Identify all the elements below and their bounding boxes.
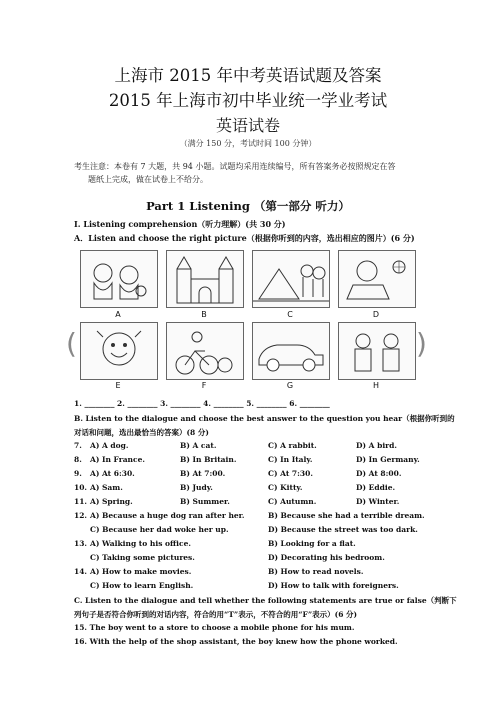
option-c: C) In Italy. bbox=[268, 455, 313, 464]
section-a-heading: A．Listen and choose the right picture（根据你听到的内容，选出相应的图片）(6 分) bbox=[74, 233, 415, 243]
section-c-heading-line1: C. Listen to the dialogue and tell whether the following statements are true or false（判断下 bbox=[74, 596, 457, 605]
shopping-illustration bbox=[339, 323, 415, 379]
left-bracket-decoration: ( bbox=[66, 327, 77, 360]
picture-g bbox=[252, 322, 330, 380]
statement-16: 16. With the help of the shop assistant, the boy knew how the phone worked. bbox=[74, 637, 398, 646]
picture-label-f: F bbox=[201, 381, 207, 390]
option-b: B) Judy. bbox=[180, 483, 213, 492]
cycling-illustration bbox=[167, 323, 243, 379]
option-c: C) Autumn. bbox=[268, 497, 317, 506]
exam-notice bbox=[74, 160, 434, 186]
picture-e bbox=[80, 322, 158, 380]
option-a: A) Spring. bbox=[90, 497, 133, 506]
option-b: B) Because she had a terrible dream. bbox=[268, 511, 425, 520]
option-c: C) A rabbit. bbox=[268, 441, 317, 450]
right-bracket-decoration: ) bbox=[416, 327, 427, 360]
option-c: C) Because her dad woke her up. bbox=[90, 525, 229, 534]
option-d: D) How to talk with foreigners. bbox=[268, 581, 399, 590]
option-d: D) Eddie. bbox=[356, 483, 396, 492]
section-c-heading-line2: 列句子是否符合你听到的对话内容，符合的用“T”表示，不符合的用“F”表示）(6 分) bbox=[74, 610, 358, 619]
question-number: 13. bbox=[74, 539, 88, 548]
option-b: B) At 7:00. bbox=[180, 469, 226, 478]
option-d: D) Decorating his bedroom. bbox=[268, 553, 385, 562]
picture-label-a: A bbox=[115, 310, 121, 319]
section-heading: I. Listening comprehension（听力理解）(共 30 分) bbox=[74, 219, 286, 229]
picture-label-e: E bbox=[115, 381, 121, 390]
option-c: C) How to learn English. bbox=[90, 581, 194, 590]
option-c: C) At 7:30. bbox=[268, 469, 313, 478]
option-a: A) Sam. bbox=[90, 483, 123, 492]
option-c: C) Taking some pictures. bbox=[90, 553, 195, 562]
option-d: D) Because the street was too dark. bbox=[268, 525, 418, 534]
picture-c bbox=[252, 250, 330, 308]
option-c: C) Kitty. bbox=[268, 483, 303, 492]
happy-face-illustration bbox=[81, 323, 157, 379]
picture-label-b: B bbox=[201, 310, 207, 319]
picture-label-c: C bbox=[287, 310, 293, 319]
tent-illustration bbox=[253, 251, 329, 307]
option-a: A) In France. bbox=[90, 455, 145, 464]
question-number: 14. bbox=[74, 567, 88, 576]
statement-15: 15. The boy went to a store to choose a mobile phone for his mum. bbox=[74, 623, 355, 632]
children-illustration bbox=[81, 251, 157, 307]
option-b: B) Looking for a flat. bbox=[268, 539, 356, 548]
picture-h bbox=[338, 322, 416, 380]
picture-b bbox=[166, 250, 244, 308]
question-number: 8. bbox=[74, 455, 82, 464]
question-number: 12. bbox=[74, 511, 88, 520]
section-b-heading-line1: B. Listen to the dialogue and choose the best answer to the question you hear（根据你听到的 bbox=[74, 414, 455, 423]
picture-a bbox=[80, 250, 158, 308]
option-b: B) How to read novels. bbox=[268, 567, 364, 576]
option-a: A) Walking to his office. bbox=[90, 539, 191, 548]
option-d: D) A bird. bbox=[356, 441, 397, 450]
paper-title: 上海市 2015 年中考英语试题及答案 bbox=[114, 66, 382, 85]
option-d: D) Winter. bbox=[356, 497, 400, 506]
question-number: 10. bbox=[74, 483, 88, 492]
option-b: B) A cat. bbox=[180, 441, 217, 450]
option-b: B) Summer. bbox=[180, 497, 230, 506]
exam-title: 2015 年上海市初中毕业统一学业考试 bbox=[108, 91, 388, 110]
question-number: 7. bbox=[74, 441, 82, 450]
answer-blanks: 1. ________ 2. ________ 3. ________ 4. ________ 5. ________ 6. ________ bbox=[74, 399, 330, 408]
part-heading: Part 1 Listening （第一部分 听力） bbox=[146, 199, 350, 213]
picture-label-d: D bbox=[372, 310, 380, 319]
castle-illustration bbox=[167, 251, 243, 307]
notice-line-1: 考生注意：本卷有 7 大题，共 94 小题。试题均采用连续编号，所有答案务必按照规定在答 bbox=[74, 162, 396, 171]
notice-line-2: 题纸上完成，做在试卷上不给分。 bbox=[88, 175, 208, 184]
reading-boy-illustration bbox=[339, 251, 415, 307]
picture-d bbox=[338, 250, 416, 308]
question-number: 9. bbox=[74, 469, 82, 478]
option-a: A) A dog. bbox=[90, 441, 129, 450]
option-a: A) Because a huge dog ran after her. bbox=[90, 511, 245, 520]
option-a: A) At 6:30. bbox=[90, 469, 135, 478]
option-d: D) In Germany. bbox=[356, 455, 420, 464]
subject-title: 英语试卷 bbox=[215, 116, 280, 135]
section-b-heading-line2: 对话和问题，选出最恰当的答案）(8 分) bbox=[74, 428, 209, 437]
option-d: D) At 8:00. bbox=[356, 469, 402, 478]
option-b: B) In Britain. bbox=[180, 455, 237, 464]
car-illustration bbox=[253, 323, 329, 379]
option-a: A) How to make movies. bbox=[90, 567, 192, 576]
question-number: 11. bbox=[74, 497, 88, 506]
picture-label-g: G bbox=[286, 381, 294, 390]
picture-f bbox=[166, 322, 244, 380]
score-time-subtitle: （满分 150 分，考试时间 100 分钟） bbox=[179, 139, 317, 148]
picture-label-h: H bbox=[372, 381, 379, 390]
